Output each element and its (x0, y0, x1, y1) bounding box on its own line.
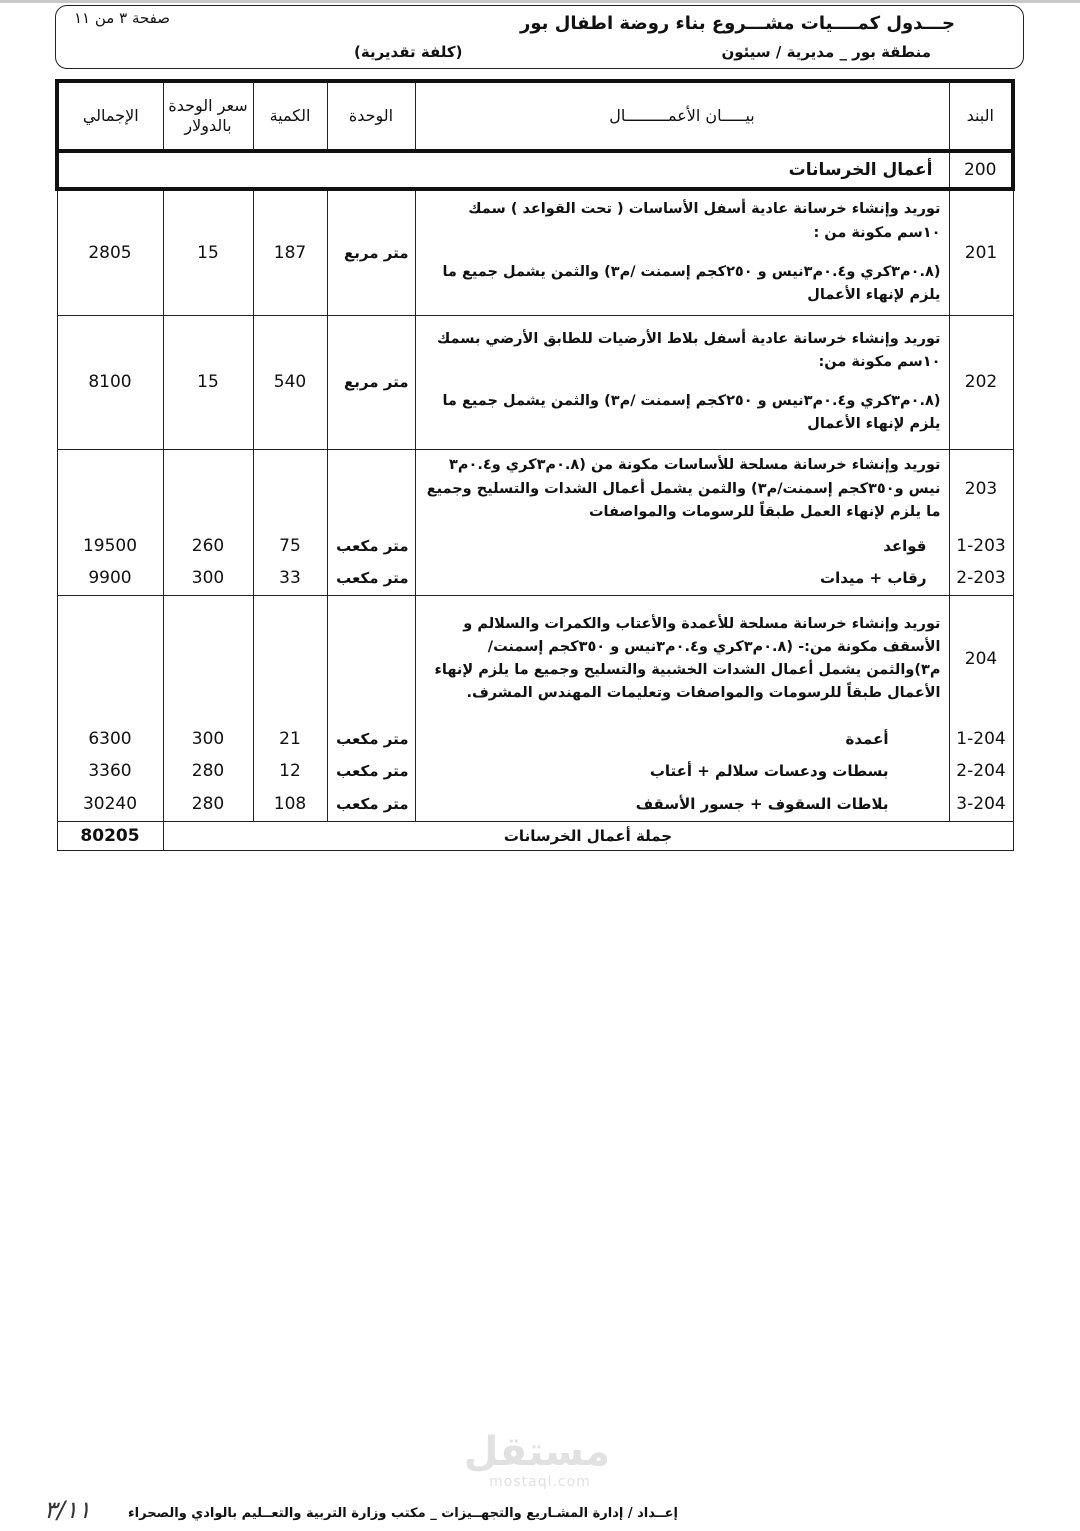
watermark (463, 1429, 610, 1490)
item-unit: متر مكعب (327, 787, 415, 821)
item-code: 3-204 (949, 787, 1013, 821)
item-unit: متر مربع (327, 189, 415, 315)
table-row (57, 723, 1013, 755)
item-quantity: 108 (253, 787, 327, 821)
item-description (415, 315, 949, 449)
section-row (57, 151, 1013, 189)
item-total: 6300 (57, 723, 163, 755)
table-row (57, 315, 1013, 449)
total-row (57, 821, 1013, 850)
item-description: توريد وإنشاء خرسانة مسلحة للأعمدة والأعتاب والكمرات والسلالم و الأسقف مكونة من:- (٠.٨م٣كري و٠.٤م٣نيس و ٣٥٠كجم إسمنت/م٣)والثمن يشمل أعمال الشدات الخشبية والتسليح وجميع ما يلزم لإنهاء الأعمال طبقاً للرسومات والمواصفات وتعليمات المهندس المشرف. (415, 595, 949, 723)
cost-note: (كلفة تقديرية) (354, 43, 463, 61)
item-total: 2805 (57, 189, 163, 315)
item-unit-price: 300 (163, 723, 253, 755)
item-total: 9900 (57, 562, 163, 595)
item-unit: متر مكعب (327, 755, 415, 787)
watermark-latin: mostaql.com (489, 1474, 591, 1490)
table-row (57, 595, 1013, 723)
item-quantity: 187 (253, 189, 327, 315)
description-line: توريد وإنشاء خرسانة عادية أسفل الأساسات ( تحت القواعد ) سمك ١٠سم مكونة من : (468, 201, 941, 241)
page-number-label: صفحة ٣ من ١١ (74, 9, 171, 27)
item-total: 8100 (57, 315, 163, 449)
grand-total-value: 80205 (57, 821, 163, 850)
column-header-quantity: الكمية (253, 81, 327, 151)
item-unit: متر مكعب (327, 723, 415, 755)
table-row (57, 755, 1013, 787)
item-quantity: 33 (253, 562, 327, 595)
watermark-arabic: مستقل (463, 1429, 610, 1475)
item-unit-price: 15 (163, 315, 253, 449)
table-row (57, 449, 1013, 529)
item-total: 3360 (57, 755, 163, 787)
item-code: 2-204 (949, 755, 1013, 787)
item-quantity: 75 (253, 529, 327, 562)
item-quantity: 540 (253, 315, 327, 449)
bill-of-quantities-table (55, 79, 1015, 851)
item-code: 204 (949, 595, 1013, 723)
item-unit-price: 280 (163, 787, 253, 821)
column-header-unit-price: سعر الوحدة بالدولار (163, 81, 253, 151)
column-header-description: بيـــــان الأعمـــــــــال (415, 81, 949, 151)
item-total: 19500 (57, 529, 163, 562)
column-header-item: البند (949, 81, 1013, 151)
section-title: أعمال الخرسانات (57, 151, 949, 189)
item-description (415, 189, 949, 315)
item-unit: متر مربع (327, 315, 415, 449)
footer-credit: إعــداد / إدارة المشـاريع والتجهــيزات _ مكتب وزارة التربية والتعــليم بالوادي والصحراء (128, 1506, 678, 1521)
item-description: توريد وإنشاء خرسانة مسلحة للأساسات مكونة من (٠.٨م٣كري و٠.٤م٣ نيس و٣٥٠كجم إسمنت/م٣) والثمن يشمل أعمال الشدات والتسليح وجميع ما يلزم لإنهاء العمل طبقاً للرسومات والمواصفات (415, 449, 949, 529)
table-row (57, 529, 1013, 562)
item-unit-price: 280 (163, 755, 253, 787)
document-header (55, 5, 1024, 69)
item-description: رقاب + ميدات (415, 562, 949, 595)
item-code: 2-203 (949, 562, 1013, 595)
item-quantity: 21 (253, 723, 327, 755)
table-row (57, 189, 1013, 315)
item-quantity: 12 (253, 755, 327, 787)
item-code: 202 (949, 315, 1013, 449)
item-code: 1-203 (949, 529, 1013, 562)
item-code: 201 (949, 189, 1013, 315)
item-code: 203 (949, 449, 1013, 529)
description-line: (٠.٨م٣كري و٠.٤م٣نيس و ٢٥٠كجم إسمنت /م٣) والثمن يشمل جميع ما يلزم لإنهاء الأعمال (442, 263, 941, 303)
item-description: أعمدة (415, 723, 949, 755)
item-unit: متر مكعب (327, 529, 415, 562)
total-label: جملة أعمال الخرسانات (163, 821, 1013, 850)
region-label: منطقة بور _ مديرية / سيئون (721, 43, 931, 61)
item-description: بلاطات السقوف + جسور الأسقف (415, 787, 949, 821)
column-header-unit: الوحدة (327, 81, 415, 151)
table-row (57, 787, 1013, 821)
section-code: 200 (949, 151, 1013, 189)
document-title: جـــدول كمــــيات مشـــروع بناء روضة اطفال بور (520, 13, 955, 34)
description-line: توريد وإنشاء خرسانة عادية أسفل بلاط الأرضيات للطابق الأرضي بسمك ١٠سم مكونة من: (437, 330, 941, 370)
table-header-row (57, 81, 1013, 151)
item-unit-price: 260 (163, 529, 253, 562)
table-row (57, 562, 1013, 595)
item-unit-price: 300 (163, 562, 253, 595)
description-line: (٠.٨م٣كري و٠.٤م٣نيس و ٢٥٠كجم إسمنت /م٣) والثمن يشمل جميع ما يلزم لإنهاء الأعمال (442, 393, 941, 433)
item-code: 1-204 (949, 723, 1013, 755)
item-total: 30240 (57, 787, 163, 821)
item-description: قواعد (415, 529, 949, 562)
item-unit: متر مكعب (327, 562, 415, 595)
footer-page-number: ٣/١١ (44, 1496, 91, 1524)
column-header-total: الإجمالي (57, 81, 163, 151)
top-strip (0, 0, 1080, 3)
item-unit-price: 15 (163, 189, 253, 315)
item-description: بسطات ودعسات سلالم + أعتاب (415, 755, 949, 787)
